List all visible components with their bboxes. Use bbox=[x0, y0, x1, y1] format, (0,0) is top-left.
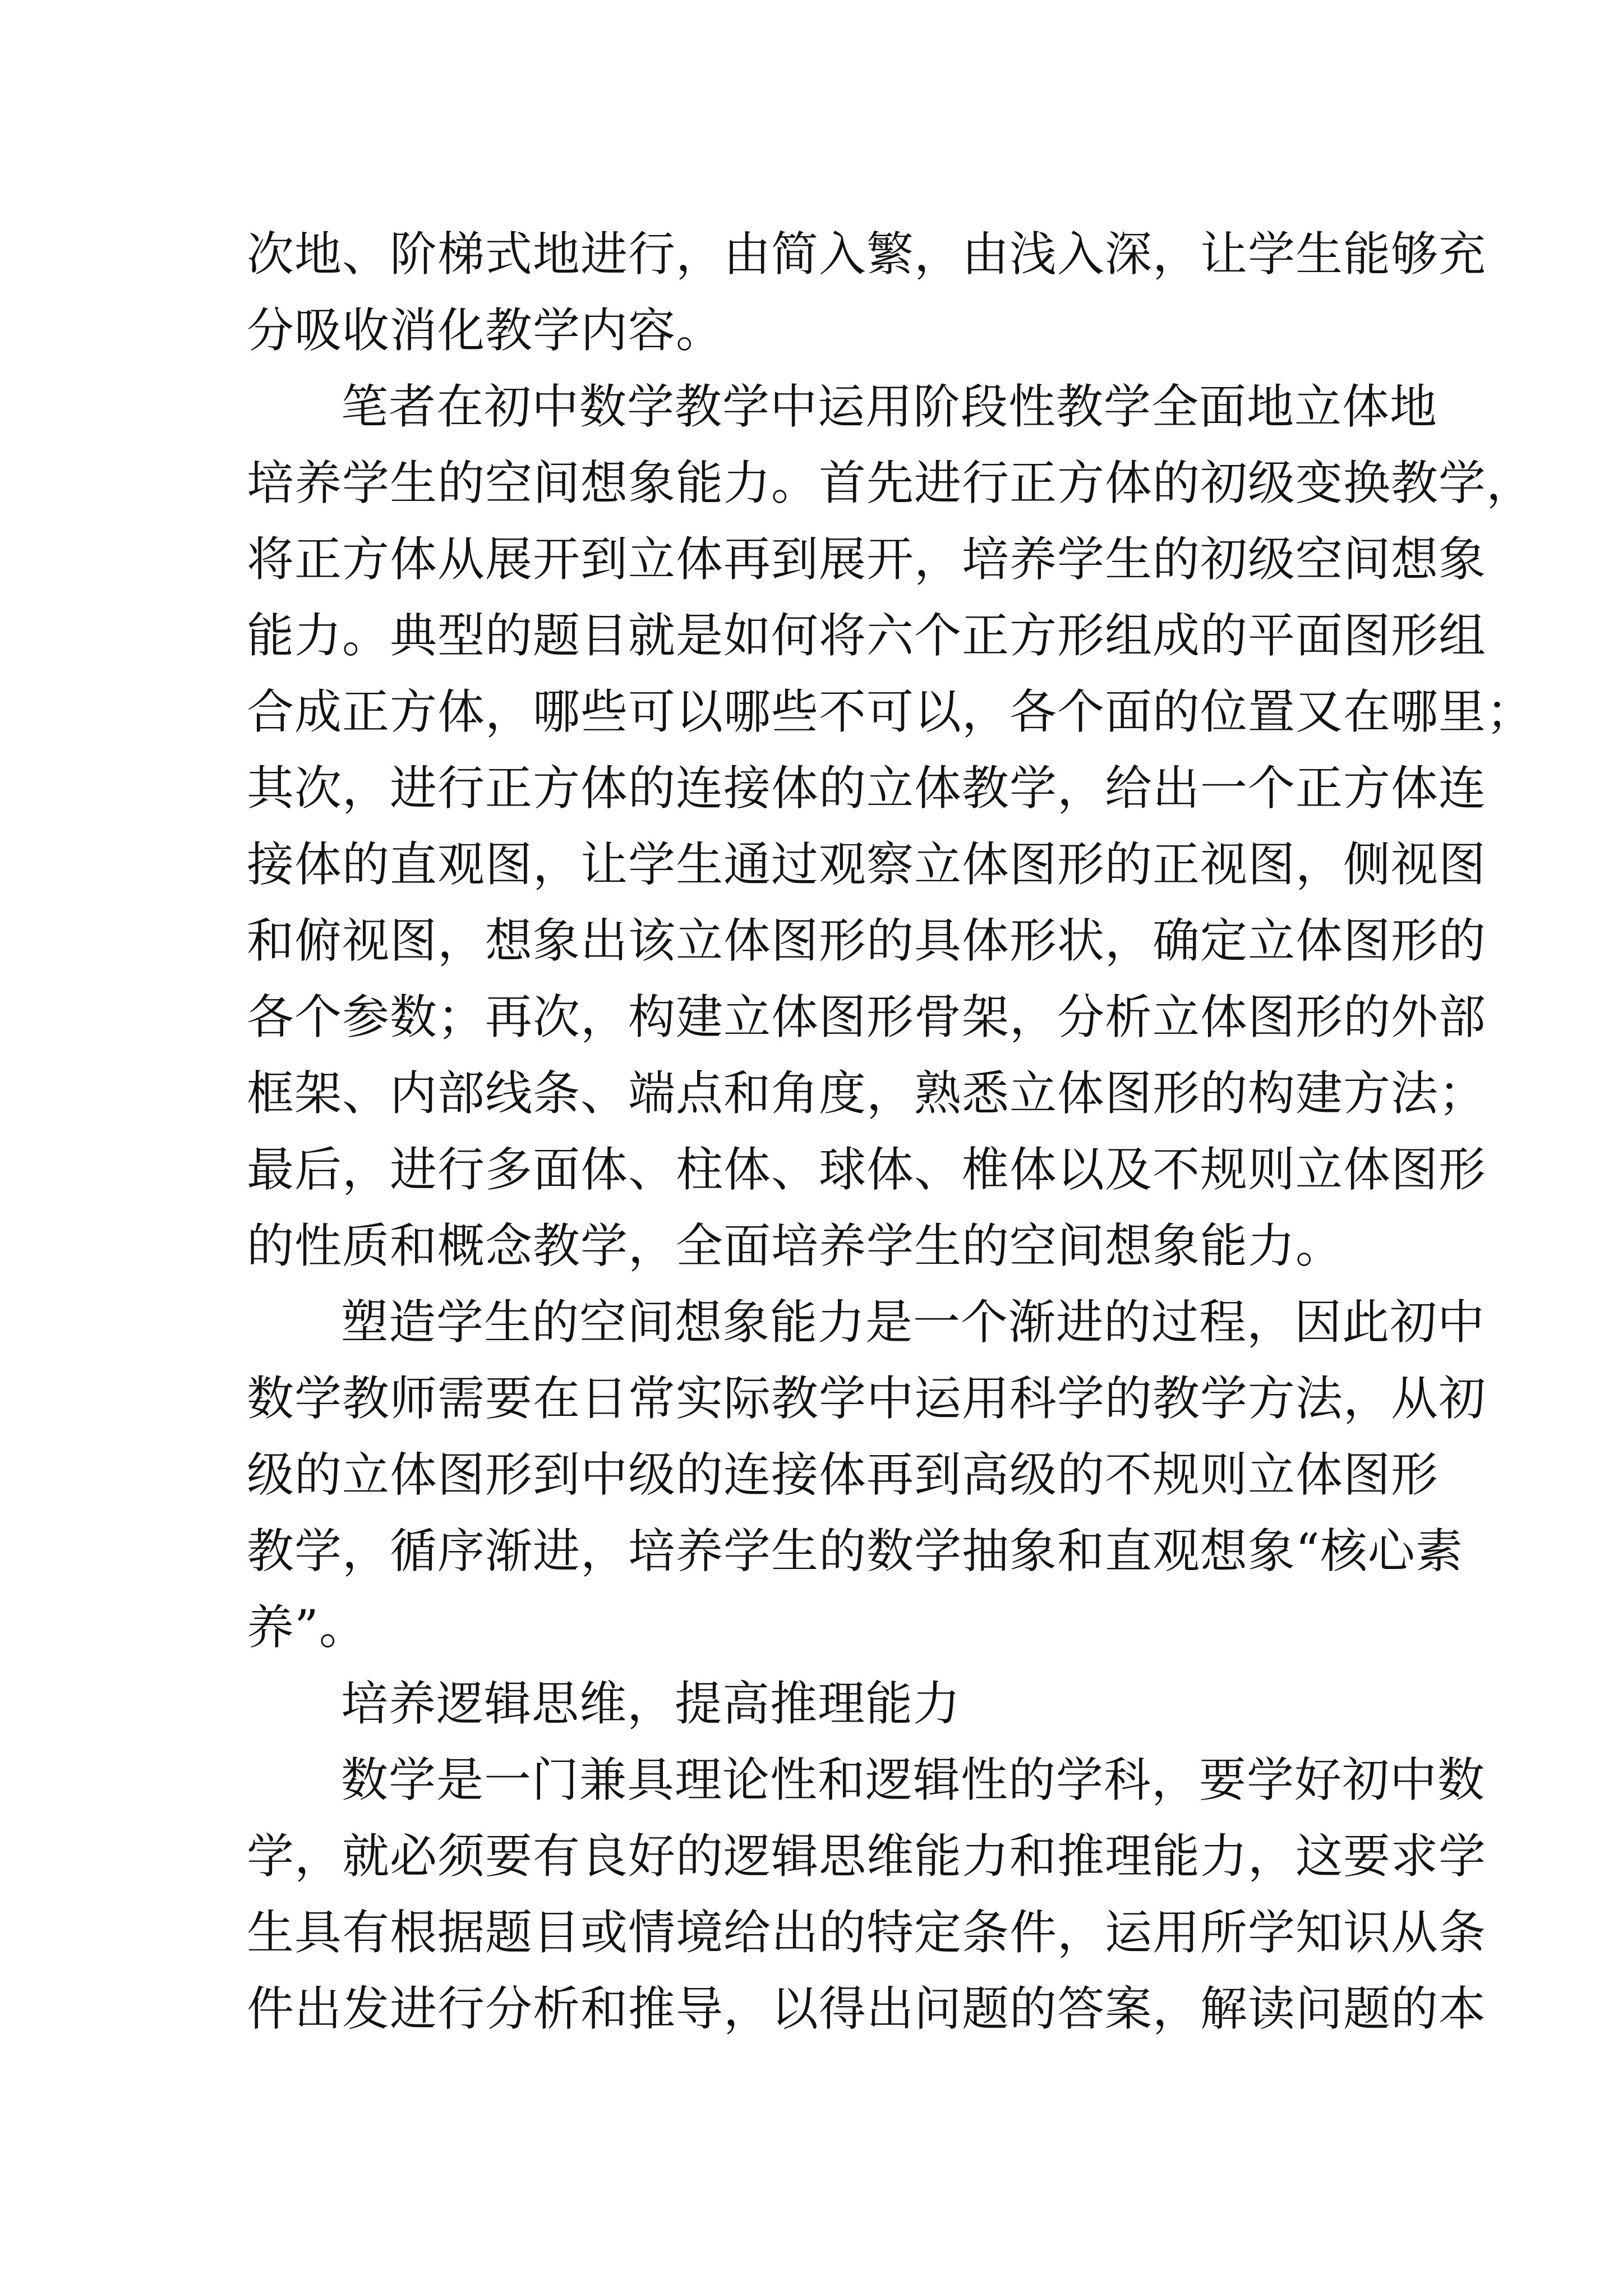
paragraph-3-line-3: 级的立体图形到中级的连接体再到高级的不规则立体图形 bbox=[247, 1447, 1439, 1502]
paragraph-3-line-5: 养”。 bbox=[247, 1600, 367, 1655]
paragraph-1-line-2: 分吸收消化教学内容。 bbox=[247, 303, 724, 358]
section-heading: 培养逻辑思维，提高推理能力 bbox=[341, 1676, 961, 1731]
document-body bbox=[247, 216, 1534, 2047]
paragraph-2-line-2: 培养学生的空间想象能力。首先进行正方体的初级变换教学， bbox=[247, 455, 1534, 510]
paragraph-2-line-7: 接体的直观图，让学生通过观察立体图形的正视图，侧视图 bbox=[247, 837, 1487, 892]
paragraph-2-line-1: 笔者在初中数学教学中运用阶段性教学全面地立体地 bbox=[341, 379, 1438, 434]
paragraph-3-line-4: 教学，循序渐进，培养学生的数学抽象和直观想象“核心素 bbox=[247, 1524, 1463, 1579]
paragraph-2-line-4: 能力。典型的题目就是如何将六个正方形组成的平面图形组 bbox=[247, 608, 1487, 663]
paragraph-2-line-9: 各个参数；再次，构建立体图形骨架，分析立体图形的外部 bbox=[247, 990, 1487, 1045]
paragraph-4-line-2: 学，就必须要有良好的逻辑思维能力和推理能力，这要求学 bbox=[247, 1829, 1487, 1884]
paragraph-1-line-1: 次地、阶梯式地进行，由简入繁，由浅入深，让学生能够充 bbox=[247, 227, 1487, 282]
paragraph-2-line-10: 框架、内部线条、端点和角度，熟悉立体图形的构建方法； bbox=[247, 1066, 1487, 1121]
paragraph-3-line-1: 塑造学生的空间想象能力是一个渐进的过程，因此初中 bbox=[341, 1295, 1486, 1350]
paragraph-4-line-3: 生具有根据题目或情境给出的特定条件，运用所学知识从条 bbox=[247, 1905, 1487, 1960]
paragraph-2-line-11: 最后，进行多面体、柱体、球体、椎体以及不规则立体图形 bbox=[247, 1142, 1487, 1197]
paragraph-2-line-3: 将正方体从展开到立体再到展开，培养学生的初级空间想象 bbox=[247, 532, 1487, 587]
paragraph-2-line-6: 其次，进行正方体的连接体的立体教学，给出一个正方体连 bbox=[247, 761, 1487, 816]
paragraph-4-line-1: 数学是一门兼具理论性和逻辑性的学科，要学好初中数 bbox=[341, 1752, 1486, 1807]
paragraph-3-line-2: 数学教师需要在日常实际教学中运用科学的教学方法，从初 bbox=[247, 1371, 1487, 1426]
paragraph-2-line-8: 和俯视图，想象出该立体图形的具体形状，确定立体图形的 bbox=[247, 913, 1487, 968]
paragraph-2-line-12: 的性质和概念教学，全面培养学生的空间想象能力。 bbox=[247, 1218, 1344, 1273]
paragraph-4-line-4: 件出发进行分析和推导，以得出问题的答案，解读问题的本 bbox=[247, 1981, 1487, 2036]
paragraph-2-line-5: 合成正方体，哪些可以哪些不可以，各个面的位置又在哪里； bbox=[247, 684, 1534, 739]
